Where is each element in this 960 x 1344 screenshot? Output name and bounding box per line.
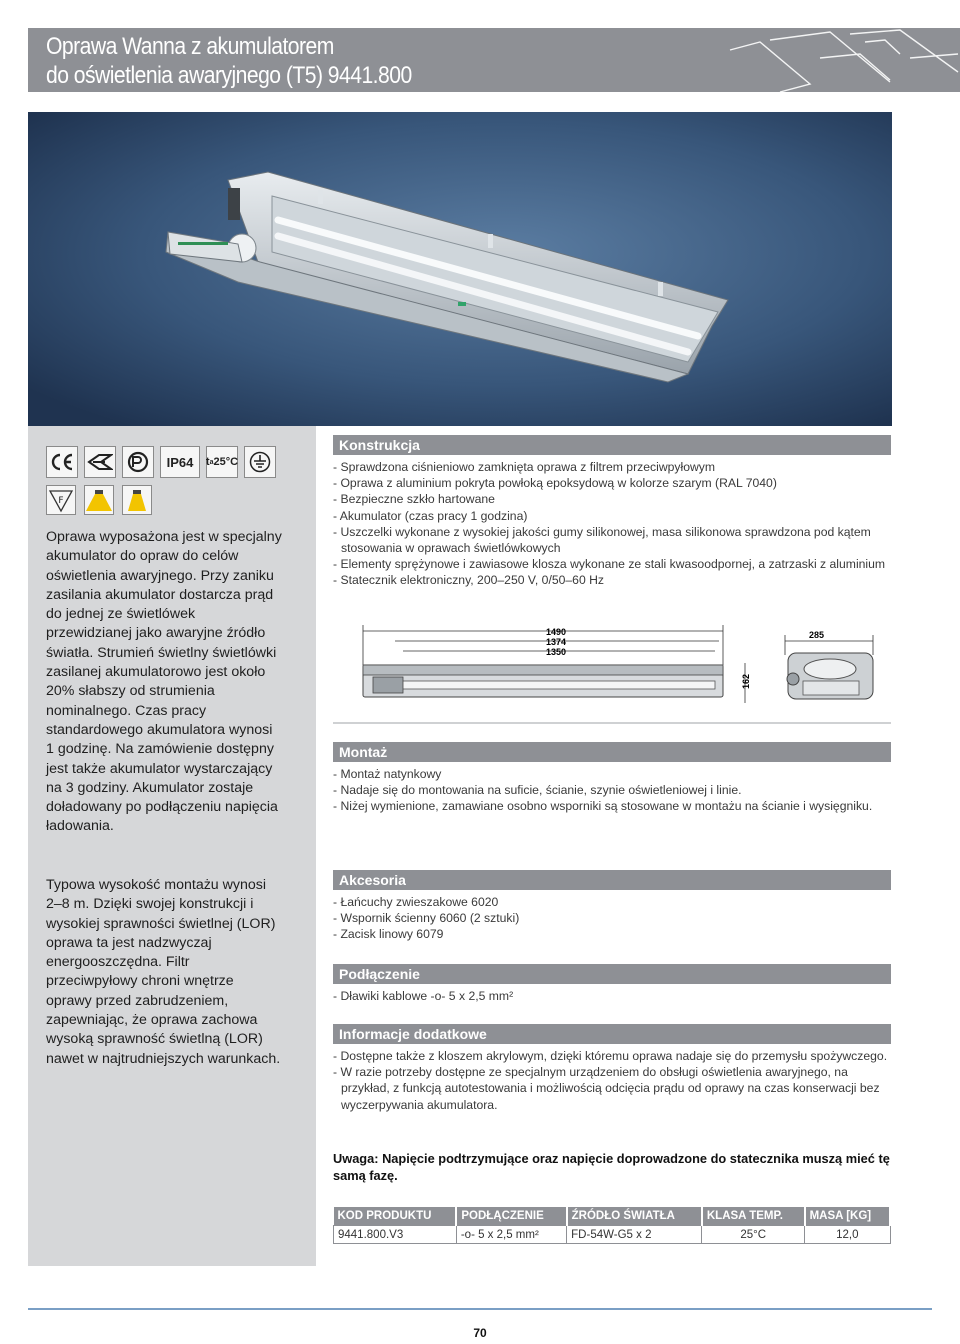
list-item: - Niżej wymienione, zamawiane osobno wsporniki są stosowane w montażu na ścianie i wysięgniku.: [333, 799, 873, 814]
list-item: - Dostępne także z kloszem akrylowym, dzięki któremu oprawa nadaje się do przemysłu spożywczego.: [333, 1049, 888, 1063]
section-title: Akcesoria: [333, 870, 891, 890]
page-number: 70: [473, 1326, 487, 1340]
title-line-1: Oprawa Wanna z akumulatorem: [46, 33, 334, 60]
pct-mark-icon: [122, 446, 154, 478]
column-header: MASA [KG]: [805, 1207, 890, 1226]
column-header: KOD PRODUKTU: [334, 1207, 457, 1226]
list-item: - Zacisk linowy 6079: [333, 927, 444, 942]
table-header-row: [334, 1207, 891, 1226]
section-informacje: [333, 1024, 891, 1113]
enec-mark-icon: [84, 446, 116, 478]
list-item: - Uszczelki wykonane z wysokiej jakości gumy silikonowej, masa silikonowa sprawdzona pod kątem stosowania w oprawach świetlówkowych: [333, 524, 871, 556]
list-item: - Łańcuchy zwieszakowe 6020: [333, 895, 499, 909]
title-line-2: do oświetlenia awaryjnego (T5) 9441.800: [46, 62, 412, 89]
ip64-mark: IP64: [160, 446, 200, 478]
ta25-mark: t a 25°C: [206, 446, 238, 478]
dimension-1350: 1350: [546, 647, 567, 657]
column-header: ŹRÓDŁO ŚWIATŁA: [567, 1207, 702, 1226]
table-cell: -o- 5 x 2,5 mm²: [456, 1226, 566, 1244]
description-paragraph-1: Oprawa wyposażona jest w specjalny akumulator do opraw do celów oświetlenia awaryjnego. Przy zaniku zasilania akumulator dostarcza prąd do jednej ze świetlówek przewidzianej jako awaryjne źródło światła. Strumień świetlny świetlówki zasilanej akumulatorowo jest około 20% słabszy od strumienia nominalnego. Czas pracy standardowego akumulatora wynosi 1 godzinę. Na zamówienie dostępny jest także akumulator wystarczający na 3 godziny. Akumulator zostaje doładowany po podłączeniu napięcia ładowania.: [46, 529, 282, 835]
certification-marks: [46, 446, 276, 478]
section-title: Montaż: [333, 742, 891, 762]
product-photo: [28, 112, 892, 426]
list-item: - Elementy sprężynowe i zawiasowe klosza wykonane ze stali kwasoodpornej, a zatrzaski z aluminium: [333, 557, 886, 572]
list-item: - Wspornik ścienny 6060 (2 sztuki): [333, 911, 520, 926]
table-cell: 12,0: [805, 1226, 890, 1244]
akcesoria-list: [333, 894, 891, 943]
montaz-list: [333, 766, 891, 815]
page-header: [28, 28, 960, 92]
light-spread-icon: [84, 484, 114, 516]
f-mark-icon: [46, 484, 76, 516]
list-item: - Bezpieczne szkło hartowane: [333, 492, 495, 507]
list-item: - Akumulator (czas pracy 1 godzina): [333, 508, 528, 523]
left-panel: [28, 426, 316, 1266]
dimension-1374: 1374: [546, 637, 567, 647]
table-cell: FD-54W-G5 x 2: [567, 1226, 702, 1244]
technical-drawing: [333, 605, 891, 730]
podlaczenie-list: [333, 988, 891, 1004]
table-cell: 25°C: [702, 1226, 805, 1244]
earth-symbol-icon: [244, 446, 276, 478]
section-title: Konstrukcja: [333, 435, 891, 455]
informacje-list: [333, 1048, 891, 1113]
symbol-marks: [46, 484, 152, 516]
list-item: - Dławiki kablowe -o- 5 x 2,5 mm²: [333, 989, 514, 1003]
product-spec-table: [333, 1207, 891, 1244]
list-item: - Montaż natynkowy: [333, 767, 442, 781]
dimension-1490: 1490: [546, 627, 567, 637]
column-header: PODŁĄCZENIE: [456, 1207, 566, 1226]
warning-note: Uwaga: Napięcie podtrzymujące oraz napięcie doprowadzone do statecznika muszą mieć tę samą fazę.: [333, 1151, 890, 1183]
column-header: KLASA TEMP.: [702, 1207, 805, 1226]
list-item: - Nadaje się do montowania na suficie, ścianie, szynie oświetleniowej i linie.: [333, 783, 742, 798]
konstrukcja-list: [333, 459, 891, 589]
section-podlaczenie: [333, 964, 891, 1004]
table-row: [334, 1226, 891, 1244]
list-item: - Oprawa z aluminium pokryta powłoką epoksydową w kolorze szarym (RAL 7040): [333, 476, 777, 491]
section-konstrukcja: [333, 435, 891, 589]
dimension-162: 162: [741, 673, 751, 689]
page-title: [46, 32, 412, 90]
section-title: Informacje dodatkowe: [333, 1024, 891, 1044]
dimension-285: 285: [809, 630, 825, 640]
light-spread-narrow-icon: [122, 484, 152, 516]
svg-text:F: F: [58, 496, 64, 506]
ce-mark-icon: [46, 446, 78, 478]
list-item: - Sprawdzona ciśnieniowo zamknięta oprawa z filtrem przeciwpyłowym: [333, 460, 716, 474]
section-title: Podłączenie: [333, 964, 891, 984]
list-item: - W razie potrzeby dostępne ze specjalnym urządzeniem do obsługi oświetlenia awaryjnego, na przykład, z funkcją autotestowania i możliwością odcięcia prądu od oprawy na czas konserwacji bez wyczerpywania akumulatora.: [333, 1065, 880, 1112]
header-decoration: [700, 28, 960, 92]
list-item: - Statecznik elektroniczny, 200–250 V, 0/50–60 Hz: [333, 573, 604, 588]
description-paragraph-2: Typowa wysokość montażu wynosi 2–8 m. Dzięki swojej konstrukcji i wysokiej sprawności świetlnej (LOR) oprawa ta jest nadzwyczaj energooszczędna. Filtr przeciwpyłowy chroni wnętrze oprawy przed zabrudzeniem, zapewniając, że oprawa zachowa wysoką sprawność świetlną (LOR) nawet w najtrudniejszych warunkach.: [46, 877, 281, 1067]
section-akcesoria: [333, 870, 891, 943]
section-montaz: [333, 742, 891, 815]
table-cell: 9441.800.V3: [334, 1226, 457, 1244]
footer-divider: [28, 1308, 932, 1310]
